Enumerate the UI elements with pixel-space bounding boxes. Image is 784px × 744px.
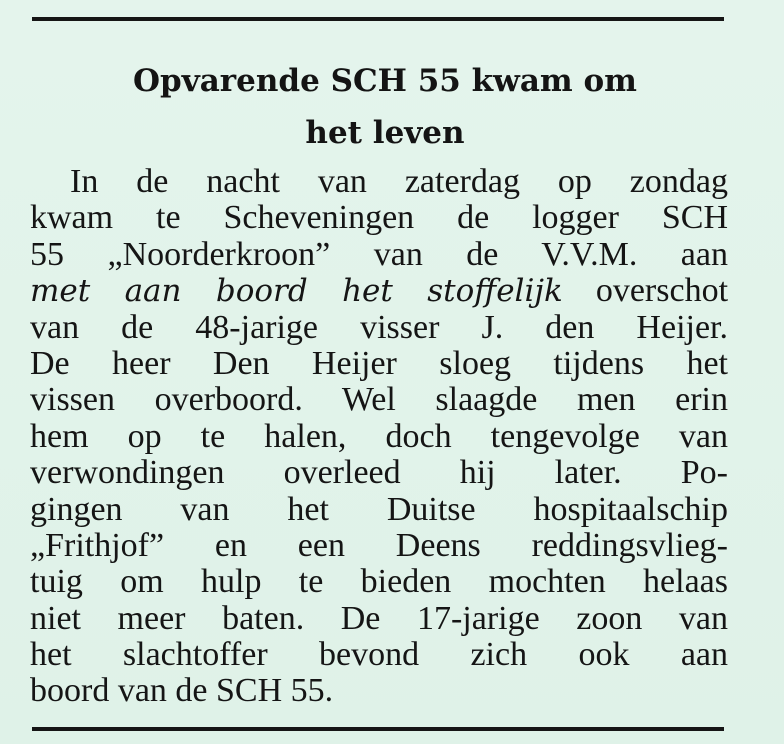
body-line: boord van de SCH 55. [30,672,334,710]
body-line: hem op te halen, doch tengevolge van [30,417,728,455]
body-line: kwam te Scheveningen de logger SCH [30,199,728,237]
body-line: vissen overboord. Wel slaagde men erin [30,381,728,419]
bottom-divider [32,727,724,731]
body-line: In de nacht van zaterdag op zondag [70,163,728,200]
body-line-fragment: overschot [595,272,729,310]
body-line: van de 48-jarige visser J. den Heijer. [30,308,728,346]
body-line: het slachtoffer bevond zich ook aan [30,636,728,674]
body-line: De heer Den Heijer sloeg tijdens het [30,344,728,382]
body-line: 55 „Noorderkroon” van de V.V.M. aan [30,235,728,273]
body-line: verwondingen overleed hij later. Po- [30,454,728,492]
body-line: „Frithjof” en een Deens reddingsvlieg- [30,526,728,564]
headline-line-2: het leven [305,115,465,151]
article-headline [40,55,730,159]
body-line: niet meer baten. De 17-jarige zoon van [30,599,728,637]
body-line: tuig om hulp te bieden mochten helaas [30,563,728,601]
headline-line-1: Opvarende SCH 55 kwam om [133,63,637,99]
smudged-text: met aan boord het stoffelijk [30,273,563,310]
top-divider [32,17,724,21]
article-body [30,164,728,710]
body-line-smudged-row [30,273,728,309]
body-line: gingen van het Duitse hospitaalschip [30,490,728,528]
